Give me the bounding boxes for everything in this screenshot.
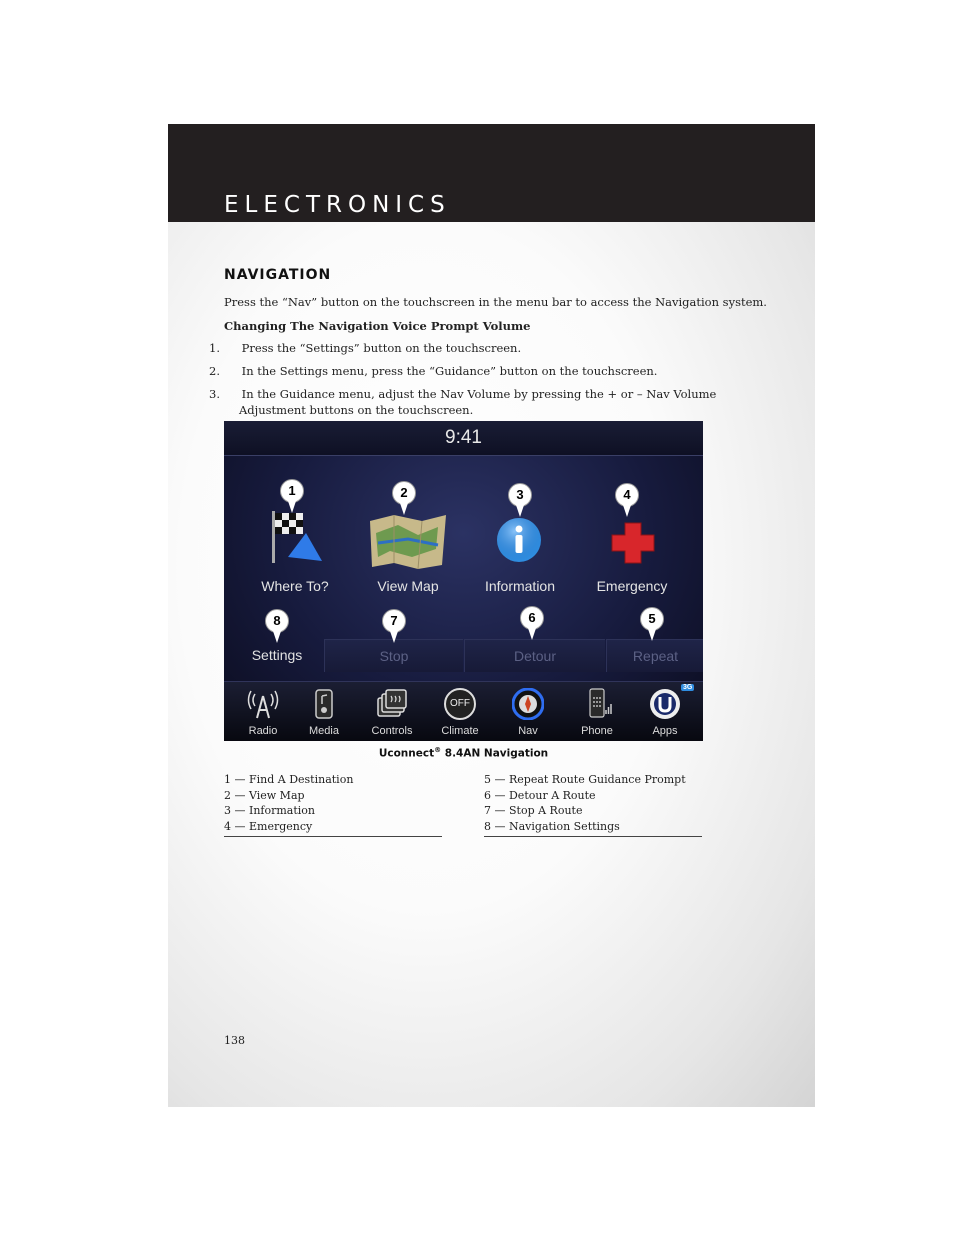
- legend-item: 6 — Detour A Route: [484, 788, 596, 802]
- callout-2: 2: [392, 481, 416, 505]
- callout-7: 7: [382, 609, 406, 633]
- uconnect-apps-icon: [649, 688, 681, 720]
- step-2: 2. In the Settings menu, press the “Guidance” button on the touchscreen.: [209, 364, 658, 378]
- radio-tower-icon: [247, 688, 279, 720]
- header-band: [168, 124, 815, 222]
- section-title: NAVIGATION: [224, 267, 332, 283]
- legend-item: 8 — Navigation Settings: [484, 819, 620, 833]
- legend-item: 7 — Stop A Route: [484, 804, 583, 817]
- legend-item: 5 — Repeat Route Guidance Prompt: [484, 773, 686, 786]
- legend-left: [224, 772, 442, 837]
- callout-5: 5: [640, 607, 664, 631]
- settings-button[interactable]: Settings: [251, 647, 303, 663]
- callout-1: 1: [280, 479, 304, 503]
- menu-where-to[interactable]: Where To?: [261, 578, 329, 594]
- seat-heat-icon: [376, 688, 408, 720]
- dock-controls[interactable]: Controls: [360, 682, 424, 741]
- dock-apps[interactable]: 3G Apps: [633, 682, 697, 741]
- callout-8: 8: [265, 609, 289, 633]
- media-player-icon: [308, 688, 340, 720]
- legend-item: 4 — Emergency: [224, 819, 313, 833]
- legend-right: [484, 772, 702, 837]
- legend-item: 2 — View Map: [224, 788, 305, 802]
- clock: 9:41: [445, 427, 482, 448]
- dock-media[interactable]: Media: [292, 682, 356, 741]
- info-icon: [496, 517, 542, 563]
- menu-information[interactable]: Information: [484, 578, 556, 594]
- legend-item: 3 — Information: [224, 804, 316, 817]
- map-icon: [368, 513, 448, 569]
- manual-page: [168, 124, 815, 1107]
- detour-button[interactable]: Detour: [464, 639, 605, 672]
- checkered-flag-icon: [266, 507, 326, 567]
- red-cross-icon: [610, 521, 656, 565]
- figure-caption: Uconnect® 8.4AN Navigation: [378, 746, 549, 760]
- stop-button[interactable]: Stop: [324, 639, 463, 672]
- subheading: Changing The Navigation Voice Prompt Volume: [224, 319, 531, 333]
- dock-nav[interactable]: Nav: [496, 682, 560, 741]
- uconnect-screenshot: [224, 421, 703, 741]
- dock-bar: [224, 681, 703, 741]
- intro-paragraph: Press the “Nav” button on the touchscreen in the menu bar to access the Navigation system.: [224, 295, 767, 309]
- 3g-badge: 3G: [683, 684, 693, 691]
- header-title: ELECTRONICS: [224, 192, 451, 218]
- step-3: 3. In the Guidance menu, adjust the Nav Volume by pressing the + or – Nav Volume Adjustment buttons on the touchscreen.: [209, 387, 717, 417]
- menu-emergency[interactable]: Emergency: [596, 578, 668, 594]
- dock-climate[interactable]: OFF Climate: [428, 682, 492, 741]
- dock-phone[interactable]: Phone: [565, 682, 629, 741]
- menu-view-map[interactable]: View Map: [377, 578, 439, 594]
- callout-6: 6: [520, 606, 544, 630]
- compass-icon: [512, 688, 544, 720]
- legend-item: 1 — Find A Destination: [224, 773, 354, 786]
- dock-radio[interactable]: Radio: [231, 682, 295, 741]
- softkey-bar: [224, 639, 703, 673]
- page-number: 138: [224, 1034, 245, 1047]
- climate-off-icon: OFF: [444, 688, 476, 720]
- phone-keypad-icon: [581, 688, 613, 720]
- repeat-button[interactable]: Repeat: [606, 639, 703, 672]
- callout-3: 3: [508, 483, 532, 507]
- callout-4: 4: [615, 483, 639, 507]
- step-1: 1. Press the “Settings” button on the touchscreen.: [209, 341, 522, 355]
